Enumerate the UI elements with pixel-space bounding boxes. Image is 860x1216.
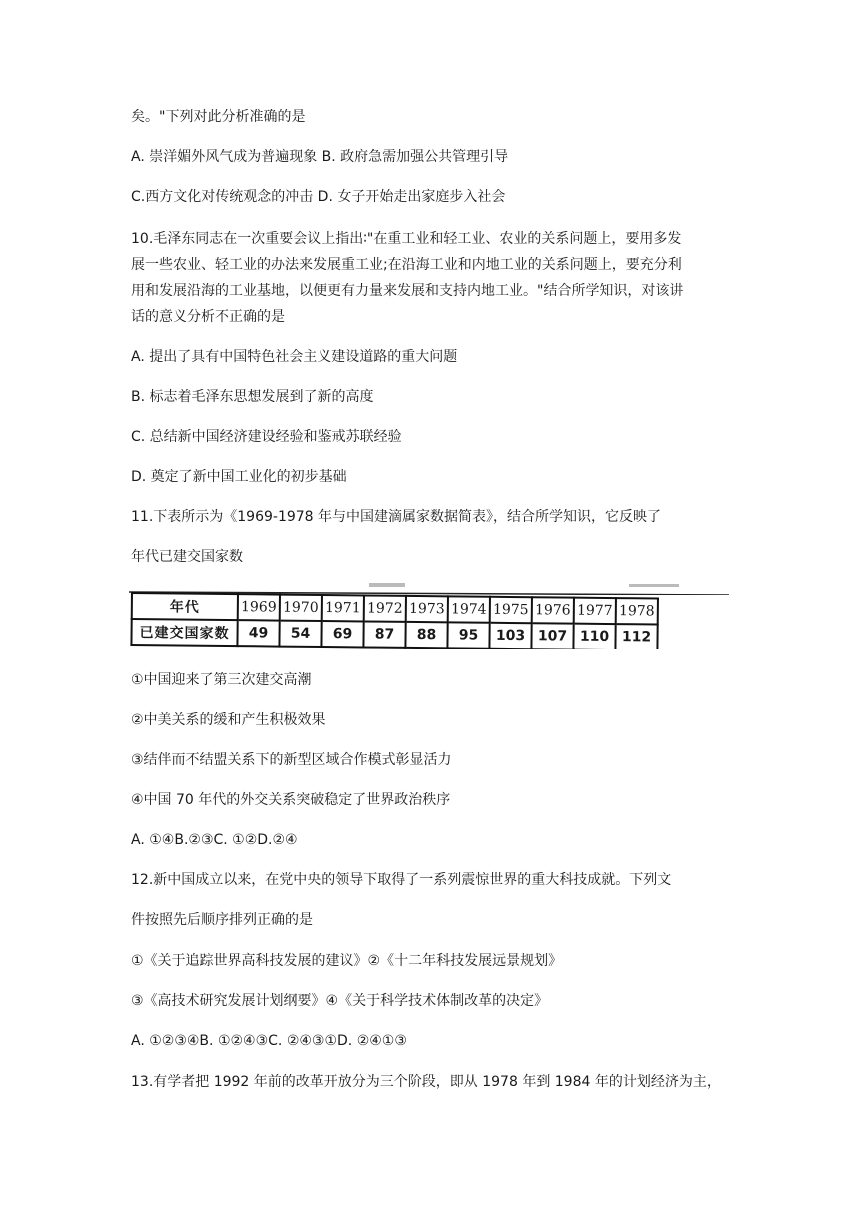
text-line: 矣。"下列对此分析准确的是 [131, 109, 306, 125]
question-10-stem: 用和发展沿海的工业基地，以便更有力量来发展和支持内地工业。"结合所学知识，对该讲 [131, 283, 684, 299]
question-11-stem: 11.下表所示为《1969-1978 年与中国建滴属家数据简表》，结合所学知识，它反映了 [131, 509, 662, 525]
table-cell-count: 49 [237, 620, 279, 646]
table-cell-count: 107 [531, 623, 573, 649]
table-cell-count: 110 [573, 624, 615, 649]
option-line: A. 崇洋媚外风气成为普遍现象 B. 政府急需加强公共管理引导 [131, 149, 509, 165]
statement-line: ③《高技术研究发展计划纲要》④《关于科学技术体制改革的决定》 [131, 993, 549, 1009]
question-12-stem: 件按照先后顺序排列正确的是 [131, 912, 313, 928]
option-line: C. 总结新中国经济建设经验和鉴戒苏联经验 [131, 429, 402, 445]
table-header-year: 年代 [132, 593, 238, 620]
table-cell-year: 1970 [280, 595, 322, 621]
question-12-stem: 12.新中国成立以来，在党中央的领导下取得了一系列震惊世界的重大科技成就。下列文 [131, 872, 672, 888]
data-table-image [129, 581, 729, 649]
table-cell-year: 1974 [448, 596, 490, 622]
table-cell-year: 1976 [532, 597, 574, 623]
table-header-count: 已建交国家数 [131, 619, 237, 646]
table-cell-year: 1972 [364, 595, 406, 621]
table-cell-year: 1977 [574, 598, 616, 624]
statement-line: ①《关于追踪世界高科技发展的建议》②《十二年科技发展远景规划》 [131, 953, 563, 969]
table-cell-year: 1971 [322, 595, 364, 621]
question-10-stem: 10.毛泽东同志在一次重要会议上指出∶"在重工业和轻工业、农业的关系问题上，要用多发 [131, 231, 682, 247]
table-cell-count: 88 [405, 622, 447, 648]
table-row-counts [131, 619, 657, 649]
option-line: A. ①④B.②③C. ①②D.②④ [131, 832, 298, 848]
statement-line: ③结伴而不结盟关系下的新型区域合作模式彰显活力 [131, 752, 452, 768]
table-cell-count: 87 [363, 621, 405, 647]
diplomatic-relations-table [130, 592, 659, 649]
option-line: A. ①②③④B. ①②④③C. ②④③①D. ②④①③ [131, 1033, 407, 1049]
table-cell-count: 112 [615, 624, 657, 649]
option-line: D. 奠定了新中国工业化的初步基础 [131, 469, 347, 485]
statement-line: ④中国 70 年代的外交关系突破稳定了世界政治秩序 [131, 792, 451, 808]
table-cell-count: 95 [447, 622, 489, 648]
table-cell-year: 1973 [406, 596, 448, 622]
table-cell-count: 54 [279, 621, 321, 647]
option-line: A. 提出了具有中国特色社会主义建设道路的重大问题 [131, 349, 458, 365]
question-13-stem: 13.有学者把 1992 年前的改革开放分为三个阶段，即从 1978 年到 1984 年的计划经济为主， [131, 1074, 721, 1090]
table-cell-count: 69 [321, 621, 363, 647]
question-10-stem: 话的意义分析不正确的是 [131, 309, 285, 325]
table-caption: 年代已建交国家数 [131, 549, 243, 565]
question-10-stem: 展一些农业、轻工业的办法来发展重工业;在沿海工业和内地工业的关系问题上，要充分利 [131, 257, 682, 273]
table-cell-year: 1969 [238, 594, 280, 620]
option-line: C.西方文化对传统观念的冲击 D. 女子开始走出家庭步入社会 [131, 189, 506, 205]
statement-line: ①中国迎来了第三次建交高潮 [131, 672, 312, 688]
statement-line: ②中美关系的缓和产生积极效果 [131, 712, 326, 728]
table-cell-year: 1975 [490, 597, 532, 623]
table-cell-year: 1978 [616, 598, 658, 624]
table-cell-count: 103 [489, 623, 531, 649]
option-line: B. 标志着毛泽东思想发展到了新的高度 [131, 389, 374, 405]
